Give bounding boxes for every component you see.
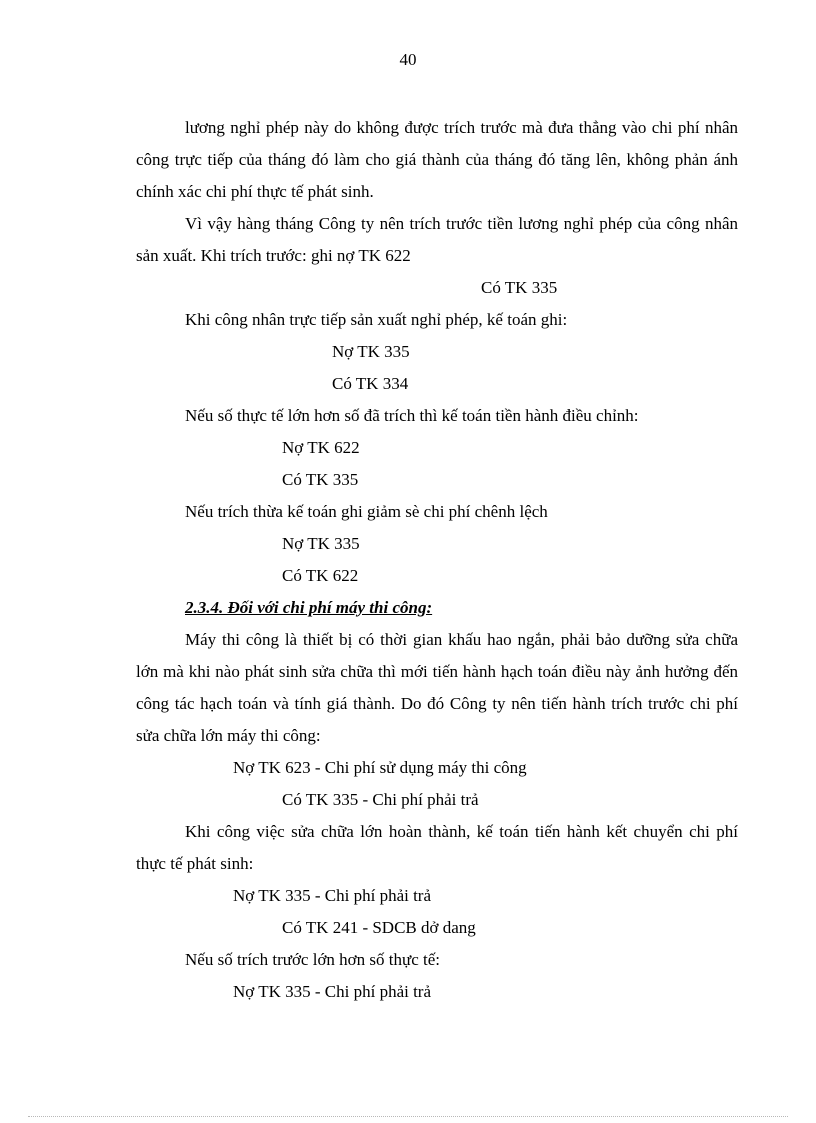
paragraph: Nếu số trích trước lớn hơn số thực tế: bbox=[185, 950, 441, 969]
paragraph: Khi công việc sửa chữa lớn hoàn thành, kế toán tiến hành kết chuyển chi phí thực tế phát sinh: bbox=[136, 822, 738, 873]
journal-entry-line: Có TK 241 - SDCB dở dang bbox=[282, 918, 476, 937]
paragraph: lương nghỉ phép này do không được trích trước mà đưa thẳng vào chi phí nhân công trực tiếp của tháng đó làm cho giá thành của tháng đó tăng lên, không phản ánh chính xác chi phí thực tế phát sinh. bbox=[136, 118, 738, 201]
journal-entry-line: Nợ TK 335 bbox=[332, 342, 410, 361]
journal-entry-line: Nợ TK 623 - Chi phí sử dụng máy thi công bbox=[233, 758, 527, 777]
journal-entry-line: Có TK 334 bbox=[332, 374, 409, 393]
journal-entry-line: Có TK 335 bbox=[481, 278, 558, 297]
paragraph: Vì vậy hàng tháng Công ty nên trích trước tiền lương nghỉ phép của công nhân sản xuất. Khi trích trước: ghi nợ TK 622 bbox=[136, 214, 738, 265]
journal-entry-line: Có TK 335 bbox=[282, 470, 359, 489]
paragraph: Máy thi công là thiết bị có thời gian khấu hao ngắn, phải bảo dưỡng sửa chữa lớn mà khi nào phát sinh sửa chữa thì mới tiến hành hạch toán điều này ảnh hưởng đến công tác hạch toán và tính giá thành. Do đó Công ty nên tiến hành trích trước chi phí sửa chữa lớn máy thi công: bbox=[136, 630, 738, 745]
paragraph: Nếu số thực tế lớn hơn số đã trích thì kế toán tiền hành điều chỉnh: bbox=[185, 406, 639, 425]
journal-entry-line: Nợ TK 335 - Chi phí phải trả bbox=[233, 886, 432, 905]
journal-entry-line: Nợ TK 335 bbox=[282, 534, 360, 553]
section-heading: 2.3.4. Đối với chi phí máy thi công: bbox=[185, 598, 433, 617]
journal-entry-line: Nợ TK 622 bbox=[282, 438, 360, 457]
journal-entry-line: Có TK 335 - Chi phí phải trả bbox=[282, 790, 479, 809]
document-body bbox=[136, 112, 738, 1008]
page-number: 40 bbox=[399, 50, 417, 69]
journal-entry-line: Có TK 622 bbox=[282, 566, 359, 585]
page-bottom-rule bbox=[28, 1116, 788, 1117]
paragraph: Nếu trích thừa kế toán ghi giảm sè chi phí chênh lệch bbox=[185, 502, 548, 521]
journal-entry-line: Nợ TK 335 - Chi phí phải trả bbox=[233, 982, 432, 1001]
paragraph: Khi công nhân trực tiếp sản xuất nghỉ phép, kế toán ghi: bbox=[185, 310, 568, 329]
